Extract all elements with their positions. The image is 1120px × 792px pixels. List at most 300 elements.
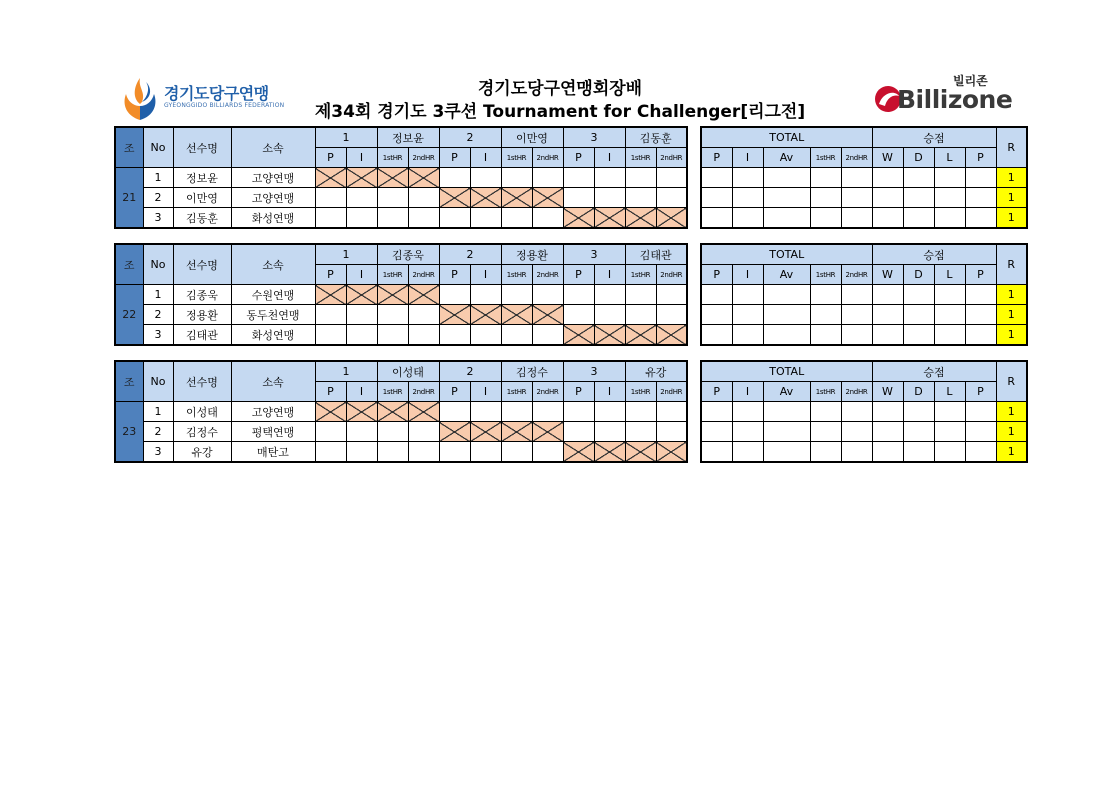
blocked-cell [594, 442, 625, 463]
player-club: 화성연맹 [231, 325, 315, 346]
total-cell [763, 325, 810, 346]
header-1st-hr: 1stHR [625, 265, 656, 285]
header-i: I [594, 265, 625, 285]
header-opponent-name: 이만영 [501, 127, 563, 148]
player-row [115, 208, 1027, 229]
total-cell [763, 442, 810, 463]
total-cell [841, 325, 872, 346]
header-opponent-number: 1 [315, 361, 377, 382]
blocked-cell [594, 208, 625, 229]
total-cell [903, 305, 934, 325]
blocked-cell [656, 208, 687, 229]
header-rank: R [996, 361, 1027, 402]
header-total-2nd-hr: 2ndHR [841, 148, 872, 168]
score-cell [656, 422, 687, 442]
header-opponent-number: 1 [315, 127, 377, 148]
header-opponent-number: 3 [563, 244, 625, 265]
total-cell [701, 442, 732, 463]
header-i: I [470, 148, 501, 168]
header-p: P [563, 265, 594, 285]
score-cell [470, 442, 501, 463]
player-no: 3 [143, 442, 173, 463]
header-opponent-name: 김태관 [625, 244, 687, 265]
total-cell [903, 422, 934, 442]
header-club: 소속 [231, 127, 315, 168]
player-row [115, 188, 1027, 208]
header-1st-hr: 1stHR [625, 382, 656, 402]
total-cell [872, 402, 903, 422]
score-cell [594, 422, 625, 442]
header-opponent-number: 2 [439, 127, 501, 148]
header-jo: 조 [115, 244, 143, 285]
blocked-cell [315, 402, 346, 422]
header-p: P [315, 382, 346, 402]
total-cell [872, 285, 903, 305]
player-no: 3 [143, 208, 173, 229]
score-cell [594, 305, 625, 325]
total-cell [841, 285, 872, 305]
blocked-cell [377, 168, 408, 188]
header-opponent-name: 이성태 [377, 361, 439, 382]
blocked-cell [470, 422, 501, 442]
header-jo: 조 [115, 361, 143, 402]
header-total-i: I [732, 148, 763, 168]
player-name: 김정수 [173, 422, 231, 442]
total-cell [965, 305, 996, 325]
player-rank: 1 [996, 188, 1027, 208]
score-cell [563, 188, 594, 208]
total-cell [934, 442, 965, 463]
header-total-p: P [701, 382, 732, 402]
blocked-cell [532, 305, 563, 325]
header-opponent-number: 2 [439, 361, 501, 382]
header-points: 승점 [872, 361, 996, 382]
blocked-cell [377, 285, 408, 305]
score-cell [377, 325, 408, 346]
header-draw: D [903, 382, 934, 402]
header-opponent-name: 유강 [625, 361, 687, 382]
total-cell [934, 188, 965, 208]
blocked-cell [315, 168, 346, 188]
header-opponent-name: 김동훈 [625, 127, 687, 148]
total-cell [934, 208, 965, 229]
score-cell [563, 305, 594, 325]
header-total: TOTAL [701, 361, 872, 382]
score-cell [501, 442, 532, 463]
player-rank: 1 [996, 325, 1027, 346]
score-cell [563, 168, 594, 188]
total-cell [701, 285, 732, 305]
player-row [115, 305, 1027, 325]
header-opponent-number: 3 [563, 361, 625, 382]
blocked-cell [501, 305, 532, 325]
header-points-p: P [965, 148, 996, 168]
player-rank: 1 [996, 305, 1027, 325]
total-cell [732, 422, 763, 442]
header-2nd-hr: 2ndHR [532, 265, 563, 285]
score-cell [315, 422, 346, 442]
header-player: 선수명 [173, 127, 231, 168]
score-cell [470, 168, 501, 188]
spacer [687, 285, 701, 305]
total-cell [732, 285, 763, 305]
score-cell [377, 305, 408, 325]
spacer [687, 422, 701, 442]
blocked-cell [470, 305, 501, 325]
header-p: P [315, 265, 346, 285]
player-row [115, 325, 1027, 346]
spacer [687, 168, 701, 188]
total-cell [701, 325, 732, 346]
total-cell [732, 442, 763, 463]
score-cell [408, 422, 439, 442]
total-cell [872, 188, 903, 208]
score-cell [377, 188, 408, 208]
player-rank: 1 [996, 208, 1027, 229]
score-cell [470, 285, 501, 305]
total-cell [810, 422, 841, 442]
header-win: W [872, 382, 903, 402]
player-no: 1 [143, 168, 173, 188]
score-cell [656, 285, 687, 305]
group-table-21 [114, 126, 1028, 229]
total-cell [872, 305, 903, 325]
header-2nd-hr: 2ndHR [532, 148, 563, 168]
total-cell [763, 402, 810, 422]
score-cell [594, 168, 625, 188]
blocked-cell [315, 285, 346, 305]
group-number: 21 [115, 168, 143, 229]
header-points: 승점 [872, 127, 996, 148]
header-total-2nd-hr: 2ndHR [841, 265, 872, 285]
total-cell [841, 442, 872, 463]
player-name: 이성태 [173, 402, 231, 422]
header-opponent-name: 정보윤 [377, 127, 439, 148]
score-cell [656, 168, 687, 188]
total-cell [934, 402, 965, 422]
total-cell [810, 402, 841, 422]
header-2nd-hr: 2ndHR [408, 265, 439, 285]
total-cell [732, 168, 763, 188]
score-cell [532, 402, 563, 422]
total-cell [732, 402, 763, 422]
score-cell [439, 208, 470, 229]
total-cell [763, 188, 810, 208]
header-loss: L [934, 382, 965, 402]
header-p: P [563, 148, 594, 168]
header-opponent-number: 3 [563, 127, 625, 148]
header-total-i: I [732, 265, 763, 285]
score-cell [532, 325, 563, 346]
spacer [687, 305, 701, 325]
header-no: No [143, 127, 173, 168]
player-row [115, 168, 1027, 188]
spacer [687, 127, 701, 168]
score-cell [501, 325, 532, 346]
total-cell [701, 305, 732, 325]
spacer [687, 402, 701, 422]
total-cell [903, 325, 934, 346]
spacer [687, 325, 701, 346]
blocked-cell [377, 402, 408, 422]
player-club: 화성연맹 [231, 208, 315, 229]
total-cell [732, 325, 763, 346]
billizone-brand: Billizone [897, 85, 1013, 114]
header-1st-hr: 1stHR [377, 148, 408, 168]
score-cell [346, 305, 377, 325]
header-average: Av [763, 265, 810, 285]
total-cell [872, 422, 903, 442]
total-cell [763, 168, 810, 188]
blocked-cell [470, 188, 501, 208]
header-1st-hr: 1stHR [501, 265, 532, 285]
header-jo: 조 [115, 127, 143, 168]
header-p: P [439, 148, 470, 168]
score-cell [501, 168, 532, 188]
total-cell [732, 305, 763, 325]
player-name: 김종욱 [173, 285, 231, 305]
header-i: I [470, 265, 501, 285]
spacer [687, 361, 701, 402]
title-line-1: 경기도당구연맹회장배 [477, 79, 643, 99]
score-cell [439, 325, 470, 346]
score-cell [377, 208, 408, 229]
score-cell [594, 285, 625, 305]
blocked-cell [625, 208, 656, 229]
player-no: 1 [143, 402, 173, 422]
group-number: 23 [115, 402, 143, 463]
billizone-korean-name: 빌리존 [953, 74, 988, 88]
blocked-cell [408, 402, 439, 422]
score-cell [315, 325, 346, 346]
score-cell [532, 285, 563, 305]
header-opponent-number: 1 [315, 244, 377, 265]
total-cell [965, 442, 996, 463]
player-rank: 1 [996, 442, 1027, 463]
player-no: 2 [143, 422, 173, 442]
score-cell [594, 188, 625, 208]
header-total-1st-hr: 1stHR [810, 382, 841, 402]
blocked-cell [346, 168, 377, 188]
score-cell [377, 442, 408, 463]
header-total-p: P [701, 265, 732, 285]
total-cell [965, 208, 996, 229]
document-header [0, 0, 1120, 125]
total-cell [810, 325, 841, 346]
total-cell [701, 422, 732, 442]
header-win: W [872, 148, 903, 168]
total-cell [872, 208, 903, 229]
group-table-22 [114, 243, 1028, 346]
total-cell [903, 168, 934, 188]
header-no: No [143, 244, 173, 285]
header-opponent-name: 김정수 [501, 361, 563, 382]
header-i: I [594, 148, 625, 168]
header-i: I [346, 382, 377, 402]
player-row [115, 285, 1027, 305]
score-cell [501, 402, 532, 422]
spacer [687, 208, 701, 229]
player-rank: 1 [996, 402, 1027, 422]
total-cell [810, 285, 841, 305]
header-1st-hr: 1stHR [625, 148, 656, 168]
player-name: 김태관 [173, 325, 231, 346]
player-name: 이만영 [173, 188, 231, 208]
score-cell [563, 285, 594, 305]
blocked-cell [656, 325, 687, 346]
score-cell [439, 402, 470, 422]
score-cell [532, 168, 563, 188]
player-no: 2 [143, 188, 173, 208]
total-cell [763, 208, 810, 229]
score-cell [625, 402, 656, 422]
score-cell [594, 402, 625, 422]
score-cell [439, 168, 470, 188]
score-cell [501, 208, 532, 229]
federation-subname: GYEONGGIDO BILLIARDS FEDERATION [164, 102, 285, 109]
score-cell [470, 208, 501, 229]
player-name: 김동훈 [173, 208, 231, 229]
blocked-cell [625, 442, 656, 463]
spacer [687, 188, 701, 208]
score-cell [470, 402, 501, 422]
blocked-cell [408, 168, 439, 188]
blocked-cell [563, 208, 594, 229]
player-club: 동두천연맹 [231, 305, 315, 325]
score-cell [625, 305, 656, 325]
total-cell [701, 402, 732, 422]
header-2nd-hr: 2ndHR [408, 382, 439, 402]
blocked-cell [439, 305, 470, 325]
header-opponent-name: 김종욱 [377, 244, 439, 265]
blocked-cell [439, 422, 470, 442]
blocked-cell [563, 442, 594, 463]
score-cell [439, 442, 470, 463]
total-cell [763, 305, 810, 325]
player-row [115, 422, 1027, 442]
player-no: 2 [143, 305, 173, 325]
score-cell [532, 208, 563, 229]
score-cell [625, 188, 656, 208]
score-cell [346, 325, 377, 346]
score-cell [315, 305, 346, 325]
blocked-cell [501, 422, 532, 442]
total-cell [965, 168, 996, 188]
header-2nd-hr: 2ndHR [656, 265, 687, 285]
header-i: I [594, 382, 625, 402]
federation-name: 경기도당구연맹 [164, 84, 269, 103]
player-club: 매탄고 [231, 442, 315, 463]
header-p: P [315, 148, 346, 168]
header-total-1st-hr: 1stHR [810, 265, 841, 285]
score-cell [532, 442, 563, 463]
header-draw: D [903, 148, 934, 168]
header-club: 소속 [231, 244, 315, 285]
score-cell [346, 422, 377, 442]
header-opponent-name: 정용환 [501, 244, 563, 265]
title-line-2: 제34회 경기도 3쿠션 Tournament for Challenger[리그전] [314, 102, 806, 122]
player-club: 고양연맹 [231, 168, 315, 188]
player-row [115, 442, 1027, 463]
header-i: I [346, 265, 377, 285]
header-player: 선수명 [173, 244, 231, 285]
player-no: 3 [143, 325, 173, 346]
blocked-cell [656, 442, 687, 463]
header-points: 승점 [872, 244, 996, 265]
player-name: 정용환 [173, 305, 231, 325]
total-cell [872, 442, 903, 463]
score-cell [408, 305, 439, 325]
header-i: I [470, 382, 501, 402]
header-draw: D [903, 265, 934, 285]
score-cell [408, 188, 439, 208]
blocked-cell [346, 402, 377, 422]
total-cell [934, 168, 965, 188]
score-cell [439, 285, 470, 305]
score-cell [346, 442, 377, 463]
score-cell [315, 208, 346, 229]
total-cell [965, 285, 996, 305]
header-win: W [872, 265, 903, 285]
score-cell [408, 442, 439, 463]
header-rank: R [996, 244, 1027, 285]
total-cell [810, 208, 841, 229]
player-club: 고양연맹 [231, 402, 315, 422]
total-cell [934, 422, 965, 442]
group-number: 22 [115, 285, 143, 346]
total-cell [841, 422, 872, 442]
player-rank: 1 [996, 285, 1027, 305]
score-cell [656, 305, 687, 325]
blocked-cell [594, 325, 625, 346]
header-total-1st-hr: 1stHR [810, 148, 841, 168]
header-2nd-hr: 2ndHR [532, 382, 563, 402]
total-cell [965, 402, 996, 422]
spacer [687, 442, 701, 463]
blocked-cell [501, 188, 532, 208]
score-cell [377, 422, 408, 442]
header-2nd-hr: 2ndHR [656, 148, 687, 168]
group-table-23 [114, 360, 1028, 463]
header-points-p: P [965, 382, 996, 402]
header-i: I [346, 148, 377, 168]
total-cell [934, 285, 965, 305]
blocked-cell [532, 422, 563, 442]
blocked-cell [563, 325, 594, 346]
total-cell [903, 442, 934, 463]
header-total-p: P [701, 148, 732, 168]
total-cell [763, 422, 810, 442]
header-p: P [439, 265, 470, 285]
header-total-i: I [732, 382, 763, 402]
score-cell [563, 402, 594, 422]
header-total: TOTAL [701, 244, 872, 265]
total-cell [841, 305, 872, 325]
player-rank: 1 [996, 168, 1027, 188]
player-rank: 1 [996, 422, 1027, 442]
blocked-cell [532, 188, 563, 208]
header-1st-hr: 1stHR [377, 382, 408, 402]
player-club: 평택연맹 [231, 422, 315, 442]
player-club: 수원연맹 [231, 285, 315, 305]
spacer [687, 244, 701, 285]
total-cell [965, 325, 996, 346]
score-cell [408, 325, 439, 346]
total-cell [903, 402, 934, 422]
total-cell [965, 188, 996, 208]
total-cell [810, 168, 841, 188]
header-player: 선수명 [173, 361, 231, 402]
